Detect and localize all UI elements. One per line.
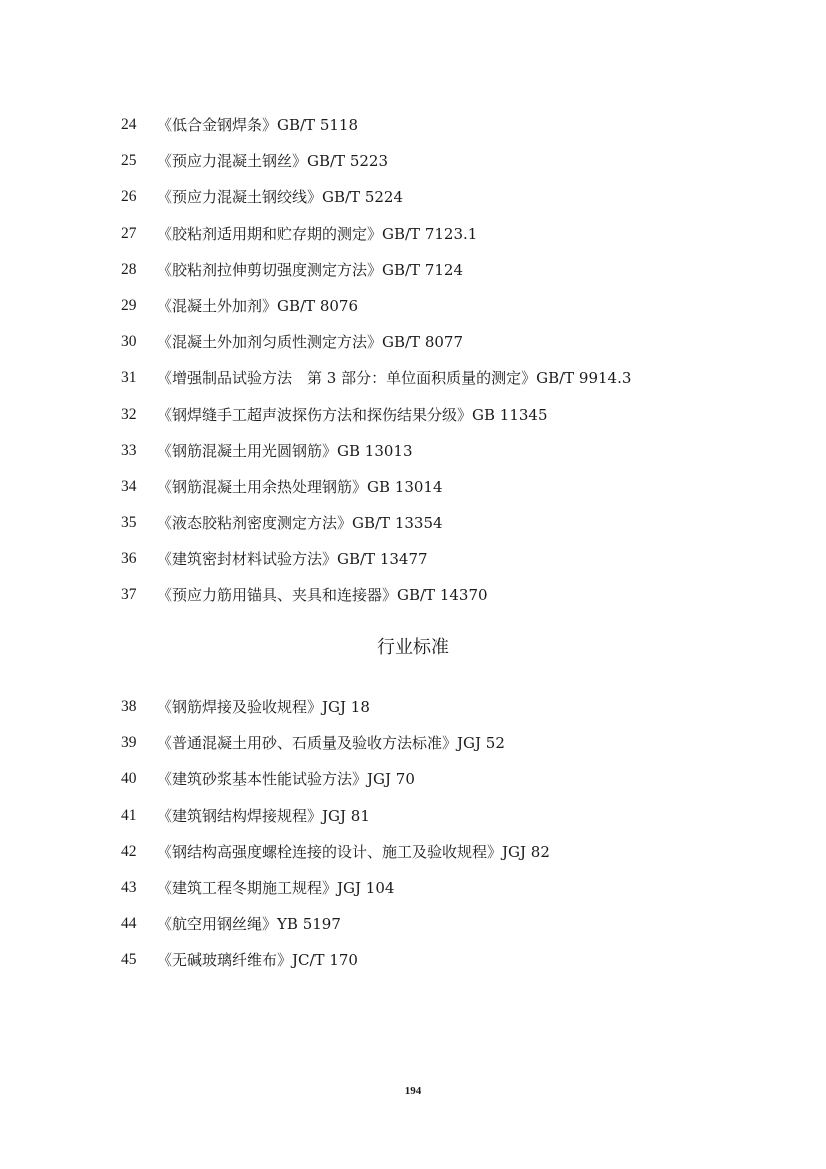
list-item <box>0 580 826 616</box>
list-item <box>0 837 826 873</box>
item-number: 45 <box>121 951 137 969</box>
item-number: 26 <box>121 188 137 206</box>
list-item <box>0 801 826 837</box>
item-number: 28 <box>121 260 137 278</box>
item-text: 《增强制品试验方法 第 3 部分：单位面积质量的测定》GB/T 9914.3 <box>157 369 632 388</box>
list-item <box>0 692 826 728</box>
item-number: 31 <box>121 369 137 387</box>
item-text: 《建筑工程冬期施工规程》JGJ 104 <box>157 878 395 897</box>
list-item <box>0 945 826 981</box>
item-text: 《无碱玻璃纤维布》JC/T 170 <box>157 951 358 970</box>
item-text: 《胶粘剂适用期和贮存期的测定》GB/T 7123.1 <box>157 224 478 243</box>
item-text: 《钢筋混凝土用余热处理钢筋》GB 13014 <box>157 477 443 496</box>
item-number: 30 <box>121 333 137 351</box>
item-number: 41 <box>121 806 137 824</box>
item-text: 《低合金钢焊条》GB/T 5118 <box>157 116 359 134</box>
list-item <box>0 873 826 909</box>
list-item <box>0 436 826 472</box>
section-heading: 行业标准 <box>377 637 449 658</box>
list-item <box>0 110 826 146</box>
list-item <box>0 909 826 945</box>
item-number: 35 <box>121 514 137 532</box>
list-item <box>0 764 826 800</box>
item-number: 36 <box>121 550 137 568</box>
item-text: 《建筑钢结构焊接规程》JGJ 81 <box>157 806 370 825</box>
page-number: 194 <box>404 1085 422 1097</box>
industry-standards-list <box>0 692 826 982</box>
item-text: 《钢焊缝手工超声波探伤方法和探伤结果分级》GB 11345 <box>157 405 548 424</box>
item-number: 27 <box>121 224 137 242</box>
item-number: 39 <box>121 734 137 752</box>
item-number: 24 <box>121 116 137 133</box>
item-text: 《建筑砂浆基本性能试验方法》JGJ 70 <box>157 770 415 789</box>
item-number: 29 <box>121 296 137 314</box>
item-text: 《钢筋焊接及验收规程》JGJ 18 <box>157 698 370 716</box>
list-item <box>0 291 826 327</box>
item-number: 42 <box>121 842 137 860</box>
item-text: 《预应力筋用锚具、夹具和连接器》GB/T 14370 <box>157 586 488 605</box>
item-number: 40 <box>121 770 137 788</box>
list-item <box>0 472 826 508</box>
item-text: 《钢结构高强度螺栓连接的设计、施工及验收规程》JGJ 82 <box>157 842 550 861</box>
list-item <box>0 363 826 399</box>
item-text: 《混凝土外加剂匀质性测定方法》GB/T 8077 <box>157 333 464 352</box>
item-number: 25 <box>121 152 137 170</box>
list-item <box>0 544 826 580</box>
item-number: 43 <box>121 878 137 896</box>
national-standards-list <box>0 110 826 617</box>
item-text: 《航空用钢丝绳》YB 5197 <box>157 915 341 934</box>
item-number: 44 <box>121 915 137 933</box>
item-text: 《混凝土外加剂》GB/T 8076 <box>157 296 359 315</box>
item-text: 《钢筋混凝土用光圆钢筋》GB 13013 <box>157 441 413 460</box>
item-text: 《胶粘剂拉伸剪切强度测定方法》GB/T 7124 <box>157 260 464 279</box>
item-text: 《普通混凝土用砂、石质量及验收方法标准》JGJ 52 <box>157 734 505 753</box>
list-item <box>0 400 826 436</box>
list-item <box>0 255 826 291</box>
list-item <box>0 508 826 544</box>
item-number: 37 <box>121 586 137 604</box>
list-item <box>0 219 826 255</box>
item-number: 34 <box>121 477 137 495</box>
list-item <box>0 146 826 182</box>
item-text: 《预应力混凝土钢绞线》GB/T 5224 <box>157 188 404 207</box>
item-number: 33 <box>121 441 137 459</box>
list-item <box>0 327 826 363</box>
item-number: 38 <box>121 698 137 715</box>
item-text: 《液态胶粘剂密度测定方法》GB/T 13354 <box>157 514 443 533</box>
item-text: 《建筑密封材料试验方法》GB/T 13477 <box>157 550 428 569</box>
list-item <box>0 182 826 218</box>
list-item <box>0 728 826 764</box>
item-number: 32 <box>121 405 137 423</box>
item-text: 《预应力混凝土钢丝》GB/T 5223 <box>157 152 389 171</box>
